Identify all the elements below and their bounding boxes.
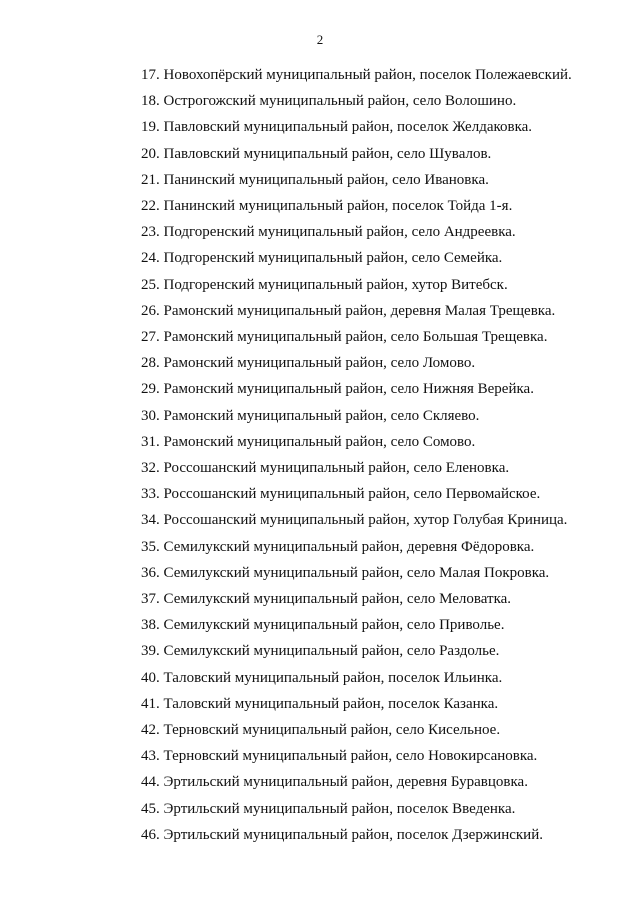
list-item: 43. Терновский муниципальный район, село Новокирсановка.: [141, 748, 538, 765]
list-item: 33. Россошанский муниципальный район, село Первомайское.: [141, 486, 541, 503]
list-item: 44. Эртильский муниципальный район, деревня Буравцовка.: [141, 774, 528, 791]
list-item: 17. Новохопёрский муниципальный район, поселок Полежаевский.: [141, 67, 572, 83]
settlement-list: [141, 62, 572, 848]
list-item: 21. Панинский муниципальный район, село Ивановка.: [141, 171, 489, 188]
list-item: 20. Павловский муниципальный район, село Шувалов.: [141, 145, 492, 162]
page-number: 2: [316, 32, 324, 47]
list-item: 42. Терновский муниципальный район, село Кисельное.: [141, 722, 501, 739]
list-item: 29. Рамонский муниципальный район, село Нижняя Верейка.: [141, 381, 534, 398]
list-item: 45. Эртильский муниципальный район, поселок Введенка.: [141, 800, 516, 817]
list-item: 35. Семилукский муниципальный район, деревня Фёдоровка.: [141, 538, 535, 555]
list-item: 36. Семилукский муниципальный район, село Малая Покровка.: [141, 564, 550, 581]
list-item: 25. Подгоренский муниципальный район, хутор Витебск.: [141, 276, 508, 293]
list-item: 27. Рамонский муниципальный район, село Большая Трещевка.: [141, 329, 548, 346]
list-item: 24. Подгоренский муниципальный район, село Семейка.: [141, 250, 503, 267]
list-item: 39. Семилукский муниципальный район, село Раздолье.: [141, 643, 500, 660]
list-item: 46. Эртильский муниципальный район, поселок Дзержинский.: [141, 826, 543, 843]
list-item: 40. Таловский муниципальный район, поселок Ильинка.: [141, 669, 503, 686]
list-item: 23. Подгоренский муниципальный район, село Андреевка.: [141, 224, 516, 241]
list-item: 41. Таловский муниципальный район, поселок Казанка.: [141, 695, 499, 712]
list-item: 26. Рамонский муниципальный район, деревня Малая Трещевка.: [141, 302, 556, 319]
list-item: 31. Рамонский муниципальный район, село Сомово.: [141, 433, 476, 450]
list-item: 22. Панинский муниципальный район, поселок Тойда 1-я.: [141, 198, 513, 215]
list-item: 30. Рамонский муниципальный район, село Скляево.: [141, 407, 480, 424]
list-item: 18. Острогожский муниципальный район, село Волошино.: [141, 93, 517, 110]
list-item: 37. Семилукский муниципальный район, село Меловатка.: [141, 591, 512, 608]
list-item: 28. Рамонский муниципальный район, село Ломово.: [141, 355, 476, 372]
list-item: 32. Россошанский муниципальный район, село Еленовка.: [141, 460, 510, 477]
list-item: 38. Семилукский муниципальный район, село Приволье.: [141, 617, 505, 634]
list-item: 19. Павловский муниципальный район, поселок Желдаковка.: [141, 119, 533, 136]
list-item: 34. Россошанский муниципальный район, хутор Голубая Криница.: [141, 512, 568, 529]
